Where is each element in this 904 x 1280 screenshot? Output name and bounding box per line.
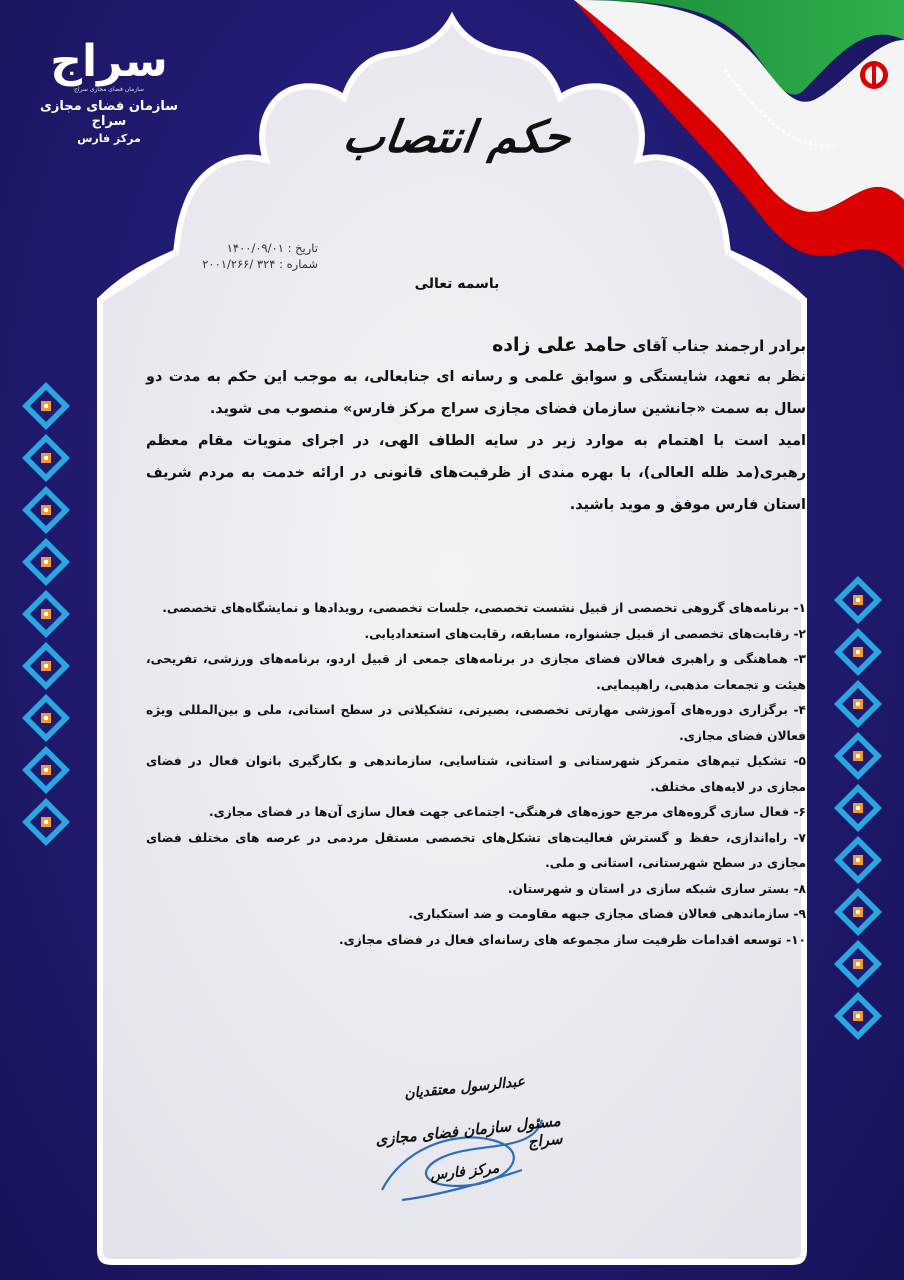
salutation-prefix: برادر ارجمند جناب آقای	[632, 337, 806, 355]
duty-item: ۷- راه‌اندازی، حفظ و گسترش فعالیت‌های تشکل‌های تخصصی مستقل مردمی در عرصه های مختلف فضای مجازی در سطح شهرستانی، استانی و ملی.	[146, 830, 806, 870]
duty-item: ۹- سازماندهی فعالان فضای مجازی جبهه مقاومت و ضد استکباری.	[408, 907, 806, 921]
duty-item: ۴- برگزاری دوره‌های آموزشی مهارتی تخصصی، بصیرتی، تشکیلاتی در سطح استانی، ملی و بین‌المللی ویژه فعالان فضای مجازی.	[146, 703, 806, 743]
duty-item: ۸- بستر سازی شبکه سازی در استان و شهرستان.	[507, 881, 806, 896]
logo-branch-name: مرکز فارس	[77, 132, 141, 145]
signatory-branch: مرکز فارس	[429, 1160, 500, 1184]
date-line: تاریخ : ۱۴۰۰/۰۹/۰۱	[226, 241, 318, 255]
certificate-content	[112, 0, 806, 1280]
logo-mark: سراج	[50, 36, 168, 87]
signatory-name: عبدالرسول معتقدیان	[403, 1073, 526, 1103]
signatory-role: مسئول سازمان فضای مجازی سراج	[374, 1111, 564, 1152]
duty-item: ۶- فعال سازی گروه‌های مرجع حوزه‌های فرهنگی- اجتماعی جهت فعال سازی آن‌ها در فضای مجازی.	[209, 805, 806, 819]
logo-org-name: سازمان فضای مجازی سراج	[39, 99, 179, 129]
duty-item: ۵- تشکیل تیم‌های متمرکز شهرستانی و استانی، شناسایی، سازماندهی و بکارگیری بانوان فعال در فضای مجازی در لایه‌های مختلف.	[146, 754, 806, 794]
letter-body	[146, 330, 806, 521]
number-line: شماره : ۳۲۴ /۲۰۰۱/۲۶۶	[202, 257, 318, 271]
basmala: باسمه تعالی	[414, 276, 500, 292]
duties-list	[146, 596, 806, 953]
signature-block	[342, 1073, 564, 1200]
duty-item: ۳- هماهنگی و راهبری فعالان فضای مجازی در برنامه‌های جمعی از قبیل اردو، برنامه‌های ورزشی، تفریحی، هیئت و تجمعات مذهبی، راهپیمایی.	[146, 652, 806, 692]
duty-item: ۱- برنامه‌های گروهی تخصصی از قبیل نشست تخصصی، جلسات تخصصی، رویدادها و نمایشگاه‌های تخصصی.	[162, 601, 806, 615]
salutation	[146, 330, 806, 361]
paragraph-2: امید است با اهتمام به موارد زیر در سایه الطاف الهی، در اجرای منویات مقام معظم رهبری(مد ظله العالی)، با بهره مندی از ظرفیت‌های قانونی در ارائه خدمت به مردم شریف استان فارس موفق و موید باشید.	[146, 433, 806, 513]
duty-item: ۲- رقابت‌های تخصصی از قبیل جشنواره، مسابقه، رقابت‌های استعدادیابی.	[364, 626, 806, 641]
logo-subtitle: سازمان فضای مجازی سراج	[74, 86, 144, 93]
duty-item: ۱۰- توسعه اقدامات ظرفیت ساز مجموعه های رسانه‌ای فعال در فضای مجازی.	[338, 932, 806, 947]
paragraph-1: نظر به تعهد، شایستگی و سوابق علمی و رسانه ای جنابعالی، به موجب این حکم به مدت دو سال به سمت «جانشین سازمان فضای مجازی سراج مرکز فارس» منصوب می شوید.	[146, 369, 806, 417]
document-meta	[188, 240, 318, 272]
document-title: حکم انتصاب	[339, 112, 575, 163]
recipient-name: حامد علی زاده	[492, 334, 628, 356]
